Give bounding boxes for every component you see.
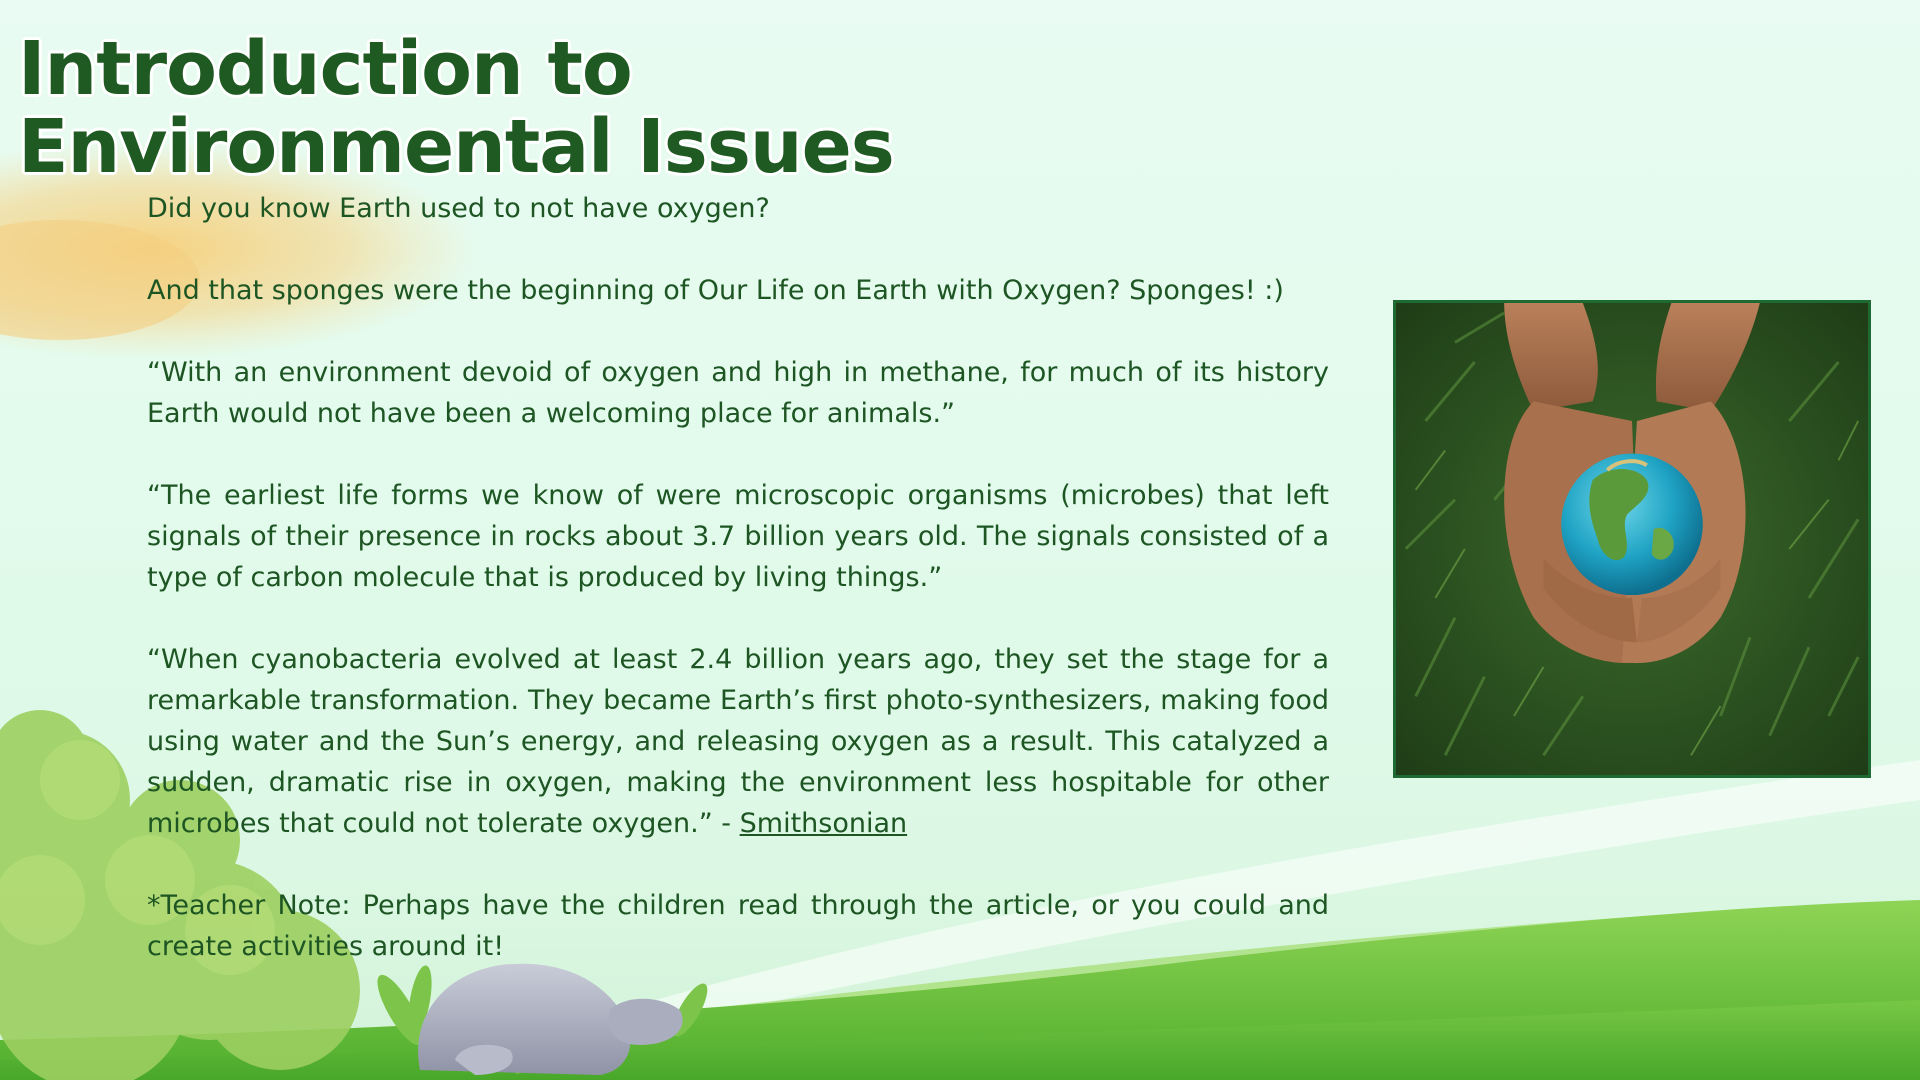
quote-cyanobacteria-text: “When cyanobacteria evolved at least 2.4 billion years ago, they set the stage for a remarkable transformation. They became Earth’s first photo-synthesizers, making food using water and the Sun’s energy, and releasing oxygen as a result. This catalyzed a sudden, dramatic rise in oxygen, making the environment less hospitable for other microbes that could not tolerate oxygen.” -	[147, 644, 1329, 839]
slide-title-line-1: Introduction to	[18, 26, 632, 112]
smithsonian-source-link[interactable]: Smithsonian	[739, 808, 908, 839]
slide-body	[147, 188, 1329, 1008]
quote-earliest-life: “The earliest life forms we know of were microscopic organisms (microbes) that left signals of their presence in rocks about 3.7 billion years old. The signals consisted of a type of carbon molecule that is produced by living things.”	[147, 480, 1329, 593]
intro-question: Did you know Earth used to not have oxygen?	[147, 193, 770, 224]
sponges-question: And that sponges were the beginning of Our Life on Earth with Oxygen? Sponges! :)	[147, 275, 1284, 306]
slide-title	[18, 26, 894, 190]
quote-oxygen-methane: “With an environment devoid of oxygen and high in methane, for much of its history Earth would not have been a welcoming place for animals.”	[147, 357, 1329, 429]
slide-title-line-2: Environmental Issues	[18, 104, 894, 190]
hands-holding-globe-image	[1393, 300, 1871, 778]
quote-cyanobacteria	[147, 639, 1329, 844]
teacher-note: *Teacher Note: Perhaps have the children read through the article, or you could and create activities around it!	[147, 890, 1329, 962]
